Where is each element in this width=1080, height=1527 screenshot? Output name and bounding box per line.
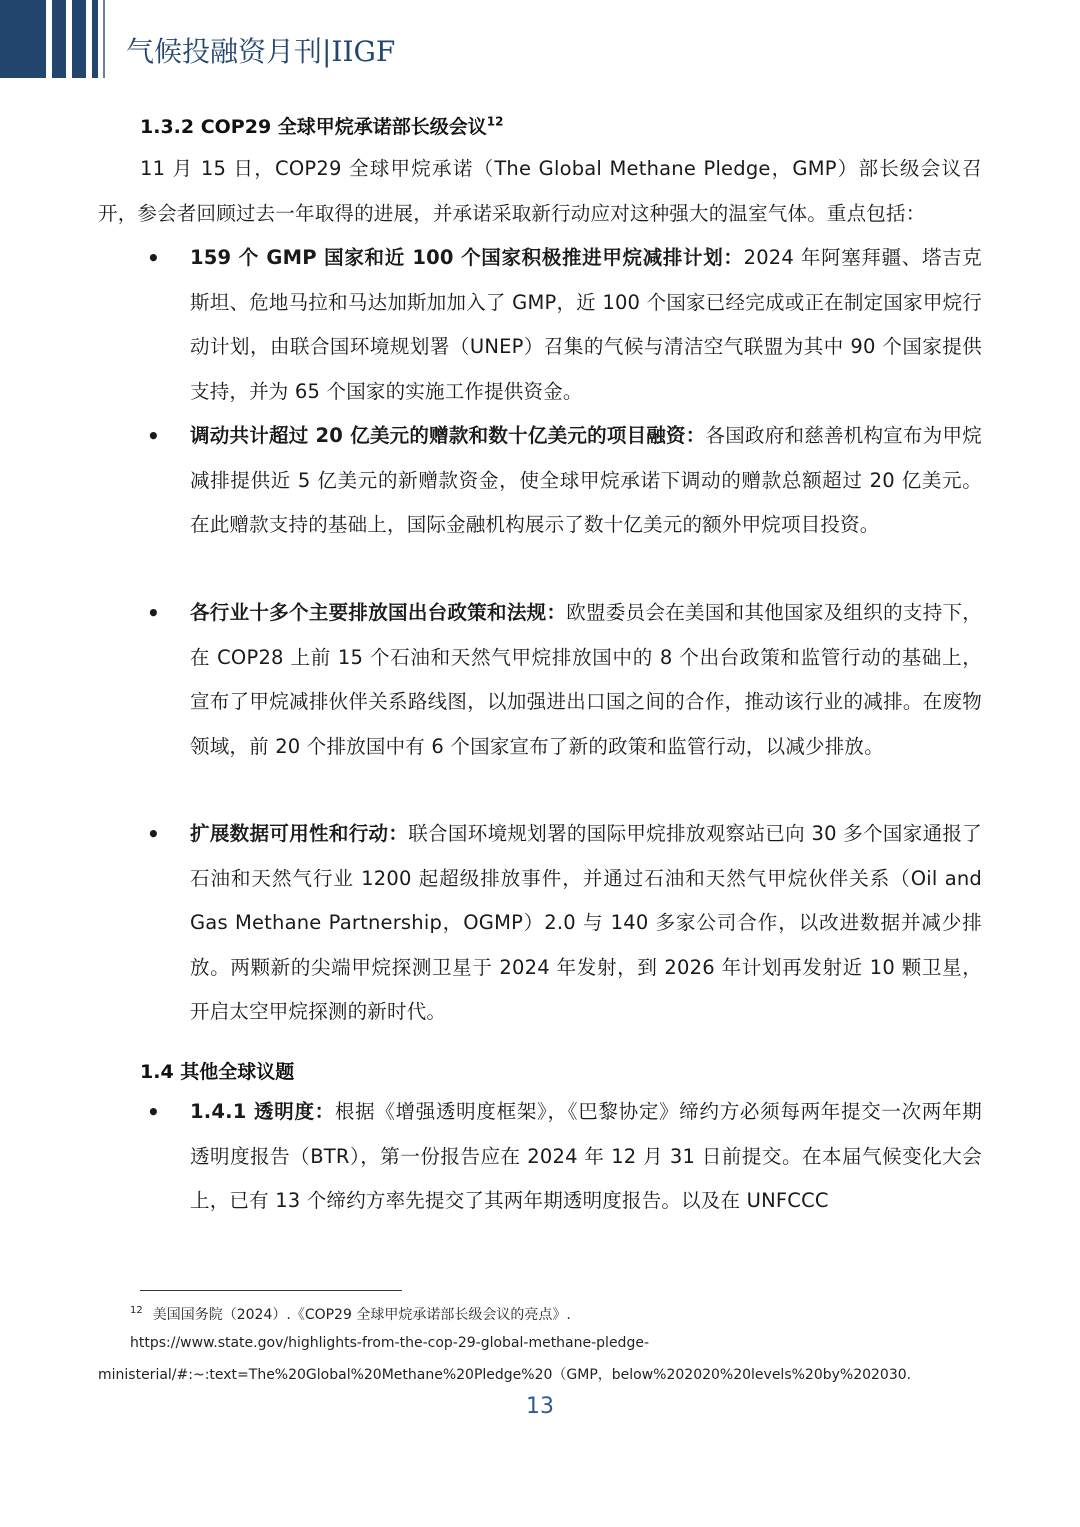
footnote-ref[interactable]: 12 xyxy=(486,114,504,129)
section-heading-1-3-2 xyxy=(140,112,504,139)
section-heading-text: 1.3.2 COP29 全球甲烷承诺部长级会议 xyxy=(140,116,487,138)
header-bar-decoration xyxy=(52,0,66,78)
bullet-icon: • xyxy=(147,246,160,270)
header-bar-decoration xyxy=(92,0,98,78)
bullet-icon: • xyxy=(147,1100,160,1124)
page-number: 13 xyxy=(526,1394,554,1419)
header-bar-decoration xyxy=(103,0,105,78)
section-heading-1-4: 1.4 其他全球议题 xyxy=(140,1061,295,1083)
bullet-icon: • xyxy=(147,822,160,846)
list-item-lead: 159 个 GMP 国家和近 100 个国家积极推进甲烷减排计划： xyxy=(190,246,744,269)
header-bar-decoration xyxy=(72,0,86,78)
footnote-url-line[interactable]: https://www.state.gov/highlights-from-the-cop-29-global-methane-pledge- xyxy=(130,1335,649,1351)
list-item-lead: 扩展数据可用性和行动： xyxy=(190,822,409,845)
footnote-url-line[interactable]: ministerial/#:~:text=The%20Global%20Methane%20Pledge%20（GMP，below%202020%20levels%20by%202030. xyxy=(98,1367,912,1383)
list-item-text xyxy=(190,591,982,769)
page-header xyxy=(0,0,1080,80)
bullet-icon: • xyxy=(147,424,160,448)
list-item-body: 根据《增强透明度框架》，《巴黎协定》缔约方必须每两年提交一次两年期透明度报告（BTR），第一份报告应在 2024 年 12 月 31 日前提交。在本届气候变化大会上，已有 13 个缔约方率先提交了其两年期透明度报告。以及在 UNFCCC xyxy=(190,1100,982,1212)
bullet-icon: • xyxy=(147,601,160,625)
footnote-divider xyxy=(140,1290,402,1291)
list-item-body: 2024 年阿塞拜疆、塔吉克斯坦、危地马拉和马达加斯加加入了 GMP，近 100 个国家已经完成或正在制定国家甲烷行动计划，由联合国环境规划署（UNEP）召集的气候与清洁空气联盟为其中 90 个国家提供支持，并为 65 个国家的实施工作提供资金。 xyxy=(190,246,983,403)
header-bar-decoration xyxy=(0,0,46,78)
list-item-text xyxy=(190,414,982,548)
list-item-body: 欧盟委员会在美国和其他国家及组织的支持下，在 COP28 上前 15 个石油和天然气甲烷排放国中的 8 个出台政策和监管行动的基础上，宣布了甲烷减排伙伴关系路线图，以加强进出口国之间的合作，推动该行业的减排。在废物领域，前 20 个排放国中有 6 个国家宣布了新的政策和监管行动，以减少排放。 xyxy=(190,601,982,758)
list-item-lead: 各行业十多个主要排放国出台政策和法规： xyxy=(190,601,567,624)
list-item-text xyxy=(190,1090,982,1224)
footnote xyxy=(130,1304,571,1324)
list-item-text xyxy=(190,812,982,1035)
footnote-number: 12 xyxy=(130,1305,143,1317)
list-item-lead: 1.4.1 透明度： xyxy=(190,1100,335,1123)
list-item-body: 各国政府和慈善机构宣布为甲烷减排提供近 5 亿美元的新赠款资金，使全球甲烷承诺下调动的赠款总额超过 20 亿美元。在此赠款支持的基础上，国际金融机构展示了数十亿美元的额外甲烷项目投资。 xyxy=(190,424,982,536)
intro-paragraph: 11 月 15 日，COP29 全球甲烷承诺（The Global Methane Pledge，GMP）部长级会议召开，参会者回顾过去一年取得的进展，并承诺采取新行动应对这种强大的温室气体。重点包括： xyxy=(98,157,982,225)
footnote-citation: 美国国务院（2024）.《COP29 全球甲烷承诺部长级会议的亮点》. xyxy=(152,1307,571,1323)
list-item-lead: 调动共计超过 20 亿美元的赠款和数十亿美元的项目融资： xyxy=(190,424,706,447)
list-item-body: 联合国环境规划署的国际甲烷排放观察站已向 30 多个国家通报了石油和天然气行业 1200 起超级排放事件，并通过石油和天然气甲烷伙伴关系（Oil and Gas Methane Partnership，OGMP）2.0 与 140 多家公司合作，以改进数据并减少排放。两颗新的尖端甲烷探测卫星于 2024 年发射，到 2026 年计划再发射近 10 颗卫星，开启太空甲烷探测的新时代。 xyxy=(190,822,982,1023)
list-item-text xyxy=(190,236,982,414)
publication-title: 气候投融资月刊|IIGF xyxy=(126,35,396,68)
